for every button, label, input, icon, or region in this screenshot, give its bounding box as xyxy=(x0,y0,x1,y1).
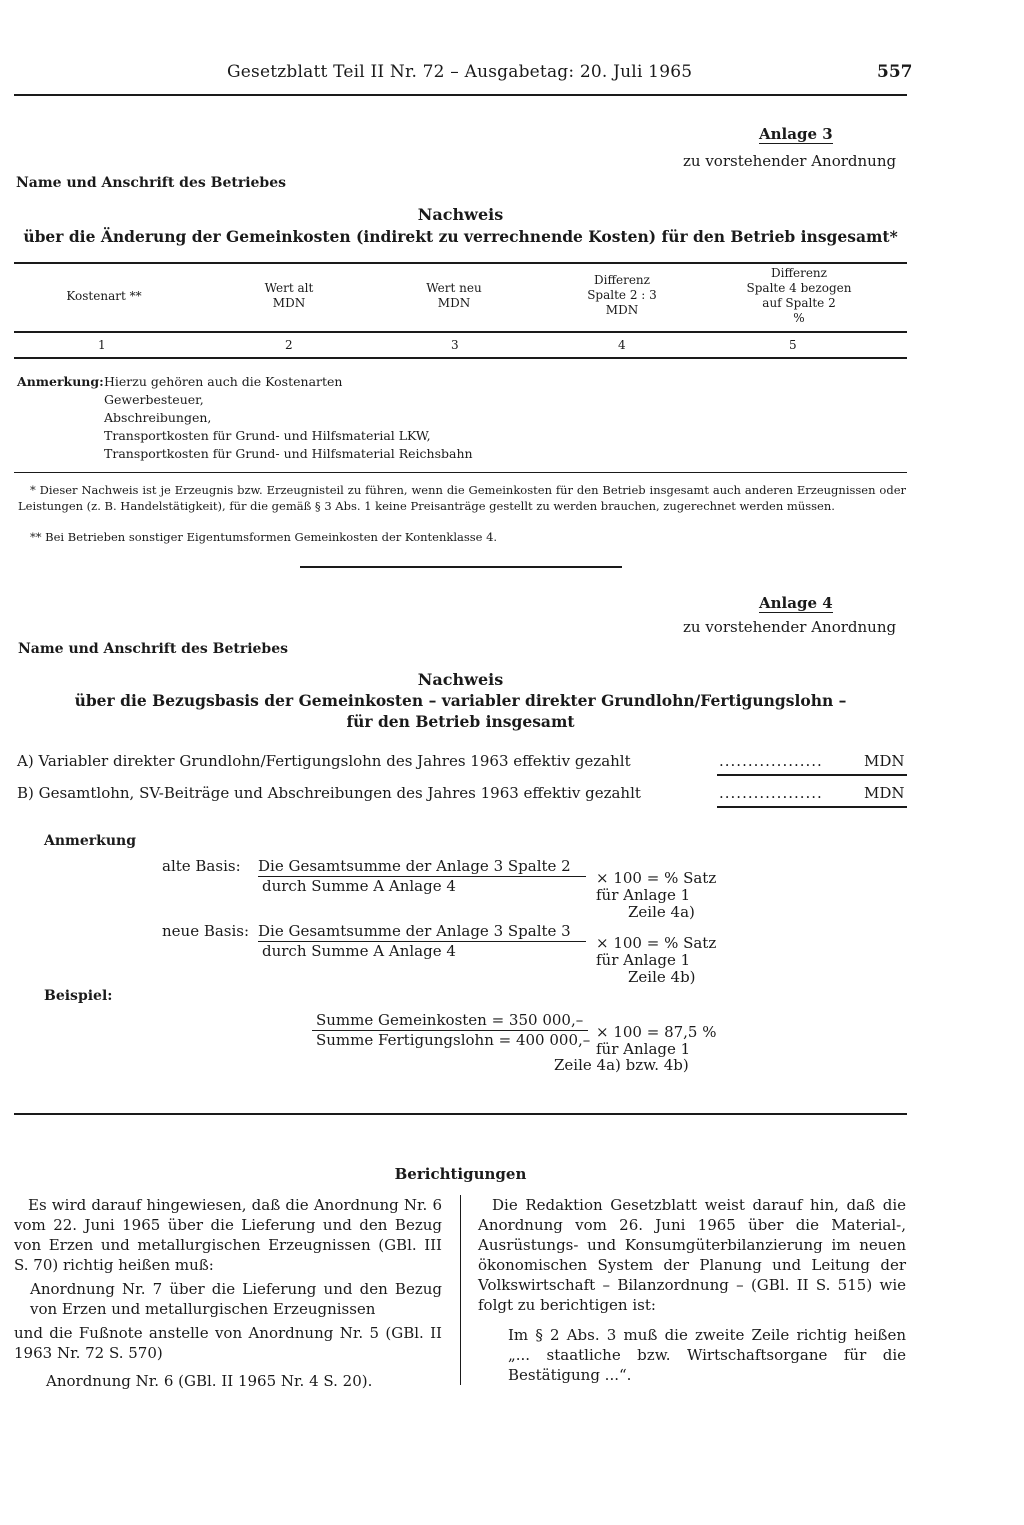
anlage3-label: Anlage 3 xyxy=(759,125,833,143)
neue-basis-result-3: Zeile 4b) xyxy=(628,968,696,986)
anlage3-table-header xyxy=(14,265,907,329)
col-header-differenz: Differenz Spalte 2 : 3 MDN xyxy=(587,273,657,317)
alte-basis-result-3: Zeile 4a) xyxy=(628,903,695,921)
neue-basis-result-2: für Anlage 1 xyxy=(596,951,691,969)
anlage3-footnote-2: ** Bei Betrieben sonstiger Eigentumsformen Gemeinkosten der Kontenklasse 4. xyxy=(30,530,498,544)
anlage3-note-line-3: Abschreibungen, xyxy=(104,410,212,425)
neue-basis-denominator: durch Summe A Anlage 4 xyxy=(262,942,456,960)
left-paragraph-4: Anordnung Nr. 6 (GBl. II 1965 Nr. 4 S. 20). xyxy=(46,1372,373,1390)
alte-basis-label: alte Basis: xyxy=(162,857,241,875)
left-paragraph-3: und die Fußnote anstelle von Anordnung Nr. 5 (GBl. II 1963 Nr. 72 S. 570) xyxy=(14,1324,442,1362)
col-number-1: 1 xyxy=(98,338,106,352)
col-number-2: 2 xyxy=(285,338,293,352)
anlage4-label: Anlage 4 xyxy=(759,594,833,612)
neue-basis-numerator: Die Gesamtsumme der Anlage 3 Spalte 3 xyxy=(258,922,571,940)
anlage4-end-rule xyxy=(14,1113,907,1115)
beispiel-result-3: Zeile 4a) bzw. 4b) xyxy=(554,1056,689,1074)
left-paragraph-2: Anordnung Nr. 7 über die Lieferung und den Bezug von Erzen und metallurgischen Erzeugnissen xyxy=(30,1280,442,1318)
anlage4-line-a-unit: MDN xyxy=(864,752,905,770)
line-a-rule xyxy=(717,774,907,776)
alte-basis-numerator: Die Gesamtsumme der Anlage 3 Spalte 2 xyxy=(258,857,571,875)
alte-basis-result-2: für Anlage 1 xyxy=(596,886,691,904)
anlage3-subtitle-title: über die Änderung der Gemeinkosten (indirekt zu verrechnende Kosten) für den Betrieb insgesamt* xyxy=(23,227,898,246)
anlage3-footnote-1: * Dieser Nachweis ist je Erzeugnis bzw. Erzeugnisteil zu führen, wenn die Gemeinkosten für den Betrieb insgesamt auch anderen Erzeugnissen oder Leistungen (z. B. Handelstätigkeit), für die gemäß § 3 Abs. 1 keine Preisanträge gestellt zu werden brauchen, zugerechnet werden müssen. xyxy=(18,483,906,513)
line-b-rule xyxy=(717,806,907,808)
anlage4-company-line: Name und Anschrift des Betriebes xyxy=(18,641,289,657)
table-top-rule xyxy=(14,262,907,264)
anlage4-line-b-dots: .................. xyxy=(719,784,823,802)
anlage4-line-b-unit: MDN xyxy=(864,784,905,802)
anlage3-note-line-5: Transportkosten für Grund- und Hilfsmaterial Reichsbahn xyxy=(104,446,473,461)
footnote-rule xyxy=(14,472,907,473)
berichtigungen-left-column xyxy=(14,1195,442,1391)
beispiel-denominator: Summe Fertigungslohn = 400 000,– xyxy=(316,1031,591,1049)
neue-basis-label: neue Basis: xyxy=(162,922,250,940)
col-header-differenz-prozent: Differenz Spalte 4 bezogen auf Spalte 2 % xyxy=(746,266,852,325)
alte-basis-denominator: durch Summe A Anlage 4 xyxy=(262,877,456,895)
beispiel-label: Beispiel: xyxy=(44,988,113,1004)
beispiel-result-1: × 100 = 87,5 % xyxy=(596,1023,717,1041)
anlage4-line-a: A) Variabler direkter Grundlohn/Fertigungslohn des Jahres 1963 effektiv gezahlt xyxy=(17,752,631,770)
anlage3-note-line-4: Transportkosten für Grund- und Hilfsmaterial LKW, xyxy=(104,428,431,443)
col-header-wert-alt: Wert alt MDN xyxy=(264,281,314,310)
anlage3-note-line-1: Hierzu gehören auch die Kostenarten xyxy=(104,374,343,389)
berichtigungen-title: Berichtigungen xyxy=(394,1165,527,1183)
header-rule xyxy=(14,94,907,96)
berichtigungen-right-column xyxy=(478,1195,906,1385)
col-number-3: 3 xyxy=(451,338,459,352)
anlage4-line-a-dots: .................. xyxy=(719,752,823,770)
col-header-kostenart: Kostenart ** xyxy=(66,289,142,303)
section-separator xyxy=(300,566,622,568)
anlage3-note-label: Anmerkung: xyxy=(17,374,104,389)
neue-basis-result-1: × 100 = % Satz xyxy=(596,934,717,952)
right-paragraph-2: Im § 2 Abs. 3 muß die zweite Zeile richtig heißen „... staatliche bzw. Wirtschaftsorgane für die Bestätigung ...“. xyxy=(508,1326,906,1384)
anlage4-line-b: B) Gesamtlohn, SV-Beiträge und Abschreibungen des Jahres 1963 effektiv gezahlt xyxy=(17,784,641,802)
anlage4-subtitle-title-2: für den Betrieb insgesamt xyxy=(346,712,575,731)
anlage3-subtitle: zu vorstehender Anordnung xyxy=(683,152,897,170)
beispiel-numerator: Summe Gemeinkosten = 350 000,– xyxy=(316,1011,584,1029)
anlage3-note-line-2: Gewerbesteuer, xyxy=(104,392,204,407)
page-header: Gesetzblatt Teil II Nr. 72 – Ausgabetag: 20. Juli 1965 xyxy=(227,62,693,82)
right-paragraph-1: Die Redaktion Gesetzblatt weist darauf hin, daß die Anordnung vom 26. Juni 1965 über die Material-, Ausrüstungs- und Konsumgüterbilanzierung im neuen ökonomischen System der Planung und Leitung der Volkswirtschaft – Bilanzordnung – (GBl. II S. 515) wie folgt zu berichtigen ist: xyxy=(478,1196,906,1314)
beispiel-result-2: für Anlage 1 xyxy=(596,1040,691,1058)
anlage3-title: Nachweis xyxy=(417,205,504,224)
anlage4-title: Nachweis xyxy=(417,670,504,689)
page-number: 557 xyxy=(877,62,913,82)
anlage3-company-line: Name und Anschrift des Betriebes xyxy=(16,175,287,191)
col-header-wert-neu: Wert neu MDN xyxy=(426,281,482,310)
anlage4-subtitle: zu vorstehender Anordnung xyxy=(683,618,897,636)
table-bottom-rule xyxy=(14,357,907,359)
column-divider xyxy=(460,1195,461,1385)
col-number-4: 4 xyxy=(618,338,626,352)
left-paragraph-1: Es wird darauf hingewiesen, daß die Anordnung Nr. 6 vom 22. Juni 1965 über die Lieferung und den Bezug von Erzen und metallurgischen Erzeugnissen (GBl. III S. 70) richtig heißen muß: xyxy=(14,1196,442,1274)
table-mid-rule xyxy=(14,331,907,333)
alte-basis-result-1: × 100 = % Satz xyxy=(596,869,717,887)
col-number-5: 5 xyxy=(789,338,797,352)
anlage4-anmerkung: Anmerkung xyxy=(44,833,136,849)
anlage4-subtitle-title: über die Bezugsbasis der Gemeinkosten – variabler direkter Grundlohn/Fertigungslohn – xyxy=(74,691,847,710)
